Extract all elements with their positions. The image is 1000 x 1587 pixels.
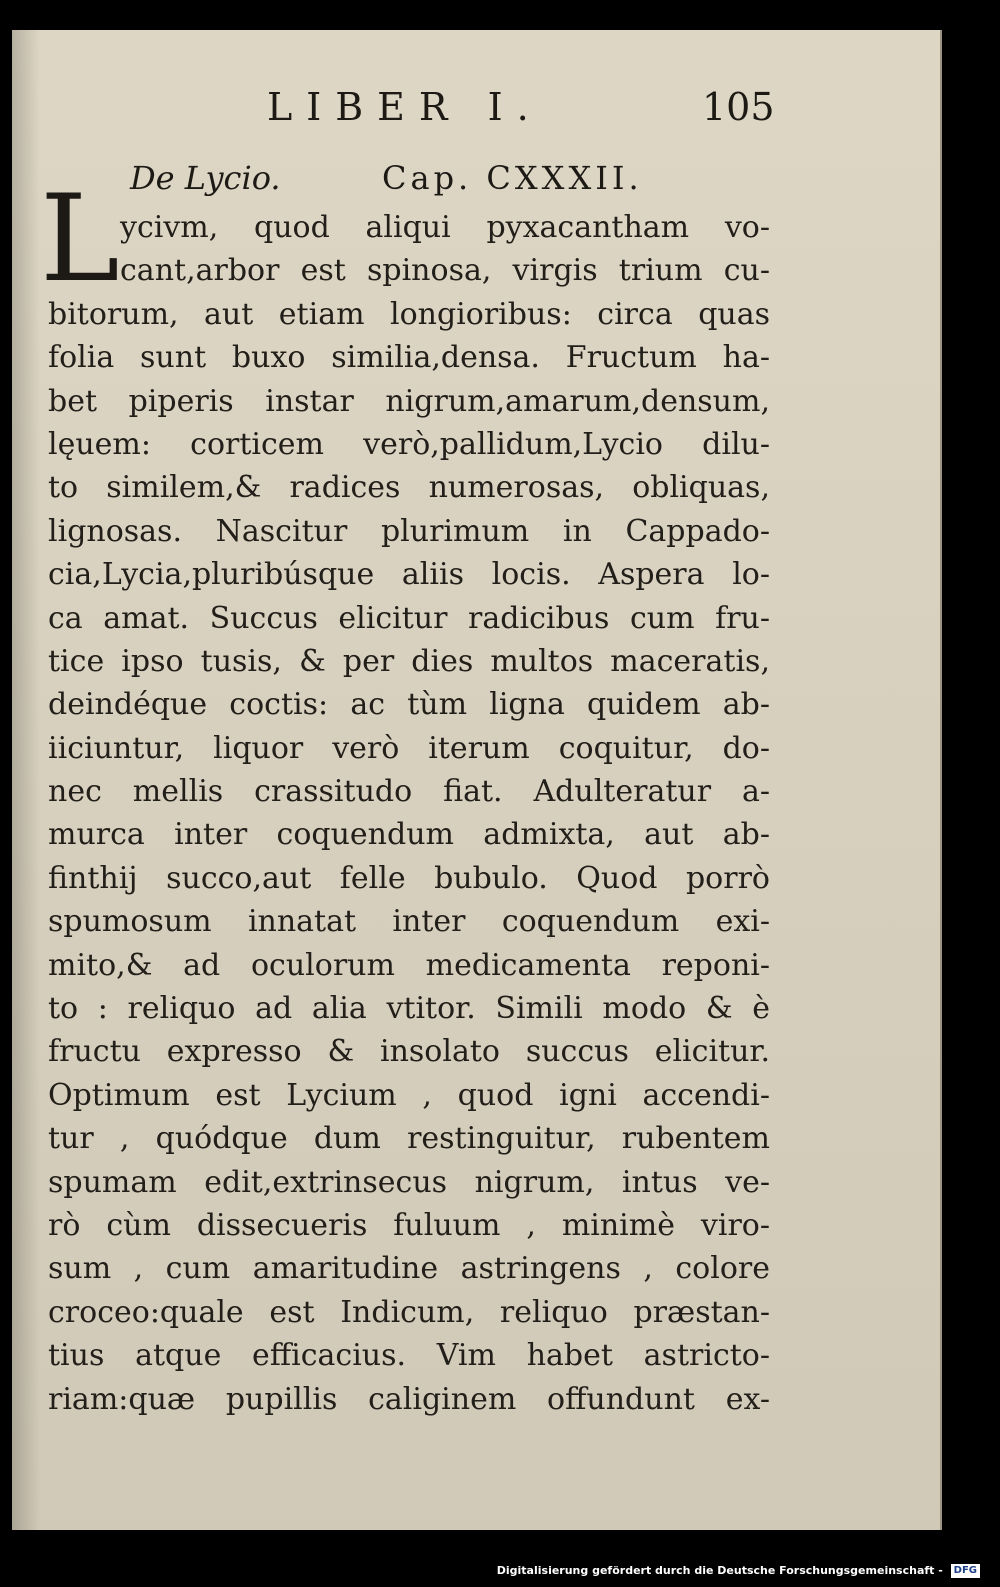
text-line: Optimum est Lycium , quod igni accendi- [48,1077,770,1113]
text-line: tius atque efficacius. Vim habet astricto- [48,1338,770,1374]
book-page [12,30,942,1530]
text-line: fructu expresso & insolato succus elicitur. [48,1034,770,1070]
text-line: spumam edit,extrinsecus nigrum, intus ve- [48,1164,770,1200]
text-line: cant,arbor est spinosa, virgis trium cu- [120,253,770,289]
text-line: riam:quæ pupillis caliginem offundunt ex- [48,1381,770,1417]
digitization-credit [497,1561,980,1581]
text-line: finthij succo,aut felle bubulo. Quod porrò [48,860,770,896]
drop-cap-initial: L [40,170,120,309]
running-title: LIBER I. [267,85,543,129]
body-text [12,206,942,1421]
text-line: tur , quódque dum restinguitur, rubentem [48,1121,770,1157]
text-line: mito,& ad oculorum medicamenta reponi- [48,947,770,983]
text-line: murca inter coquendum admixta, aut ab- [48,817,770,853]
text-line: ycivm, quod aliqui pyxacantham vo- [120,210,770,245]
chapter-topic: De Lycio. [130,159,281,197]
dfg-logo: DFG [951,1564,980,1578]
text-line: lęuem: corticem verò,pallidum,Lycio dilu- [48,426,770,462]
text-line: bet piperis instar nigrum,amarum,densum, [48,383,770,419]
text-line: to : reliquo ad alia vtitor. Simili modo & è [48,991,770,1027]
text-line: to similem,& radices numerosas, obliquas, [48,470,770,506]
text-line: folia sunt buxo similia,densa. Fructum ha- [48,340,770,376]
text-line: ca amat. Succus elicitur radicibus cum fru- [48,600,770,636]
text-line: iiciuntur, liquor verò iterum coquitur, do- [48,730,770,766]
page-number: 105 [702,85,775,129]
chapter-number: Cap. CXXXII. [382,159,643,197]
text-line: tice ipso tusis, & per dies multos maceratis, [48,643,770,679]
text-line: lignosas. Nascitur plurimum in Cappado- [48,513,770,549]
text-line: croceo:quale est Indicum, reliquo præstan- [48,1294,770,1330]
text-line: sum , cum amaritudine astringens , colore [48,1251,770,1287]
text-line: bitorum, aut etiam longioribus: circa quas [48,296,770,332]
text-line: deindéque coctis: ac tùm ligna quidem ab- [48,687,770,723]
chapter-heading [12,156,942,200]
running-head [12,82,942,132]
text-line: nec mellis crassitudo fiat. Adulteratur a- [48,774,770,810]
text-line: spumosum innatat inter coquendum exi- [48,904,770,940]
text-line: rò cùm dissecueris fuluum , minimè viro- [48,1207,770,1243]
text-line: cia,Lycia,pluribúsque aliis locis. Aspera lo- [48,557,770,593]
credit-text: Digitalisierung gefördert durch die Deutsche Forschungsgemeinschaft - [496,1564,943,1577]
